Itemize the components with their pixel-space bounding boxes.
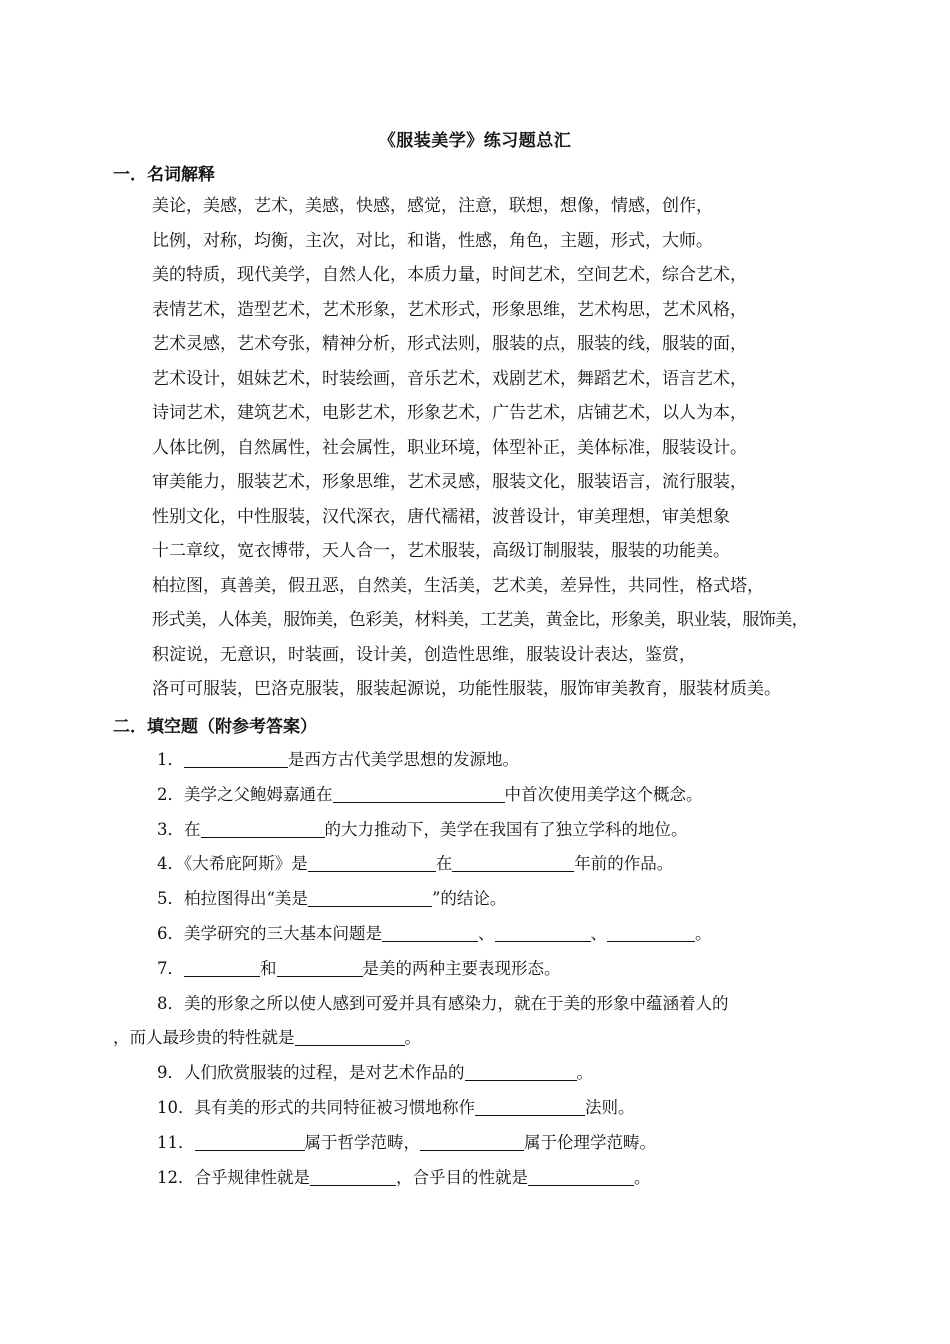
question-text: 。 xyxy=(634,1167,651,1187)
question-text: 、 xyxy=(478,923,495,943)
answer-blank[interactable] xyxy=(201,820,325,838)
section-heading-fill-in: 二．填空题（附参考答案） xyxy=(113,717,317,737)
answer-blank[interactable] xyxy=(465,1063,577,1081)
term-line: 性别文化，中性服装，汉代深衣，唐代襦裙，波普设计，审美理想，审美想象 xyxy=(152,506,730,527)
question-text: ，合乎目的性就是 xyxy=(396,1167,528,1187)
question-text: ，而人最珍贵的特性就是 xyxy=(113,1028,295,1048)
terms-list xyxy=(152,193,872,711)
question-11 xyxy=(113,1129,873,1164)
question-7 xyxy=(113,955,873,990)
question-text: 。 xyxy=(404,1028,421,1048)
question-number: 7． xyxy=(157,958,184,978)
answer-blank[interactable] xyxy=(495,924,591,942)
term-line: 艺术灵感，艺术夸张，精神分析，形式法则，服装的点，服装的线，服装的面， xyxy=(152,334,747,354)
section-heading-terms: 一．名词解释 xyxy=(113,165,215,185)
question-number: 8． xyxy=(157,993,184,1013)
answer-blank[interactable] xyxy=(277,959,363,977)
term-line: 积淀说，无意识，时装画，设计美，创造性思维，服装设计表达，鉴赏， xyxy=(152,644,696,665)
question-2 xyxy=(113,781,873,816)
answer-blank[interactable] xyxy=(528,1168,634,1186)
term-line: 形式美，人体美，服饰美，色彩美，材料美，工艺美，黄金比，形象美，职业装，服饰美， xyxy=(152,610,808,630)
term-line: 诗词艺术，建筑艺术，电影艺术，形象艺术，广告艺术，店铺艺术，以人为本， xyxy=(152,403,747,423)
answer-blank[interactable] xyxy=(452,854,574,872)
question-text: 中首次使用美学这个概念。 xyxy=(504,784,703,804)
question-text: 是西方古代美学思想的发源地。 xyxy=(288,750,519,769)
question-5 xyxy=(113,885,873,920)
term-line: 十二章纹，宽衣博带，天人合一，艺术服装，高级订制服装，服装的功能美。 xyxy=(152,541,730,561)
question-text: 在 xyxy=(184,819,201,839)
question-number: 9． xyxy=(157,1063,184,1083)
answer-blank[interactable] xyxy=(308,854,436,872)
question-10 xyxy=(113,1094,873,1129)
answer-blank[interactable] xyxy=(308,889,432,907)
question-text: 、 xyxy=(590,923,607,943)
page-title: 《服装美学》练习题总汇 xyxy=(378,131,572,151)
question-text: 属于伦理学范畴。 xyxy=(524,1132,656,1152)
question-text: 是美的两种主要表现形态。 xyxy=(362,958,561,978)
answer-blank[interactable] xyxy=(195,1133,305,1151)
question-text: 柏拉图得出“美是 xyxy=(184,889,308,909)
question-text: 属于哲学范畴， xyxy=(304,1132,420,1152)
term-line: 比例，对称，均衡，主次，对比，和谐，性感，角色，主题，形式，大师。 xyxy=(152,230,713,251)
answer-blank[interactable] xyxy=(420,1133,524,1151)
question-text: 美的形象之所以使人感到可爱并具有感染力，就在于美的形象中蕴涵着人的 xyxy=(184,993,729,1013)
question-number: 12． xyxy=(157,1167,195,1187)
question-number: 2． xyxy=(157,784,184,804)
question-number: 5． xyxy=(157,889,184,909)
term-line: 表情艺术，造型艺术，艺术形象，艺术形式，形象思维，艺术构思，艺术风格， xyxy=(152,299,747,320)
question-number: 11． xyxy=(157,1132,195,1152)
term-line: 柏拉图，真善美，假丑恶，自然美，生活美，艺术美，差异性，共同性，格式塔， xyxy=(152,575,764,596)
term-line: 人体比例，自然属性，社会属性，职业环境，体型补正，美体标准，服装设计。 xyxy=(152,437,747,458)
question-3 xyxy=(113,816,873,851)
question-8-continued xyxy=(113,1024,873,1059)
question-4 xyxy=(113,850,873,885)
answer-blank[interactable] xyxy=(382,924,478,942)
term-line: 审美能力，服装艺术，形象思维，艺术灵感，服装文化，服装语言，流行服装， xyxy=(152,472,747,492)
question-text: 。 xyxy=(576,1063,593,1083)
question-number: 6． xyxy=(157,923,184,943)
question-1 xyxy=(113,746,873,781)
question-number: 4． xyxy=(157,854,184,874)
question-text: 合乎规律性就是 xyxy=(194,1167,310,1187)
answer-blank[interactable] xyxy=(310,1168,396,1186)
question-8 xyxy=(113,990,873,1025)
question-text: 在 xyxy=(435,854,453,874)
questions-list xyxy=(113,746,873,1198)
term-line: 美的特质，现代美学，自然人化，本质力量，时间艺术，空间艺术，综合艺术， xyxy=(152,265,747,285)
question-text: 美学研究的三大基本问题是 xyxy=(184,923,382,943)
question-text: 人们欣赏服装的过程，是对艺术作品的 xyxy=(184,1063,465,1083)
question-text: 的大力推动下，美学在我国有了独立学科的地位。 xyxy=(324,819,688,839)
answer-blank[interactable] xyxy=(475,1098,585,1116)
question-text: 美学之父鲍姆嘉通在 xyxy=(184,784,333,804)
question-6 xyxy=(113,920,873,955)
question-text: 《大希庇阿斯》是 xyxy=(184,854,308,874)
answer-blank[interactable] xyxy=(184,959,260,977)
question-text: 法则。 xyxy=(585,1097,635,1117)
question-9 xyxy=(113,1059,873,1094)
answer-blank[interactable] xyxy=(184,750,288,768)
question-text: 年前的作品。 xyxy=(574,854,674,874)
question-text: 。 xyxy=(695,923,712,943)
question-number: 3． xyxy=(157,819,184,839)
question-text: ”的结论。 xyxy=(431,889,507,909)
answer-blank[interactable] xyxy=(607,924,695,942)
answer-blank[interactable] xyxy=(295,1028,405,1046)
question-number: 10． xyxy=(157,1097,195,1117)
term-line: 美论，美感，艺术，美感，快感，感觉，注意，联想，想像，情感，创作， xyxy=(152,196,713,216)
answer-blank[interactable] xyxy=(333,785,505,803)
question-12 xyxy=(113,1164,873,1199)
term-line: 艺术设计，姐妹艺术，时装绘画，音乐艺术，戏剧艺术，舞蹈艺术，语言艺术， xyxy=(152,368,747,389)
question-text: 具有美的形式的共同特征被习惯地称作 xyxy=(194,1097,475,1117)
term-line: 洛可可服装，巴洛克服装，服装起源说，功能性服装，服饰审美教育，服装材质美。 xyxy=(152,679,781,699)
question-number: 1． xyxy=(157,750,184,769)
question-text: 和 xyxy=(260,958,277,978)
